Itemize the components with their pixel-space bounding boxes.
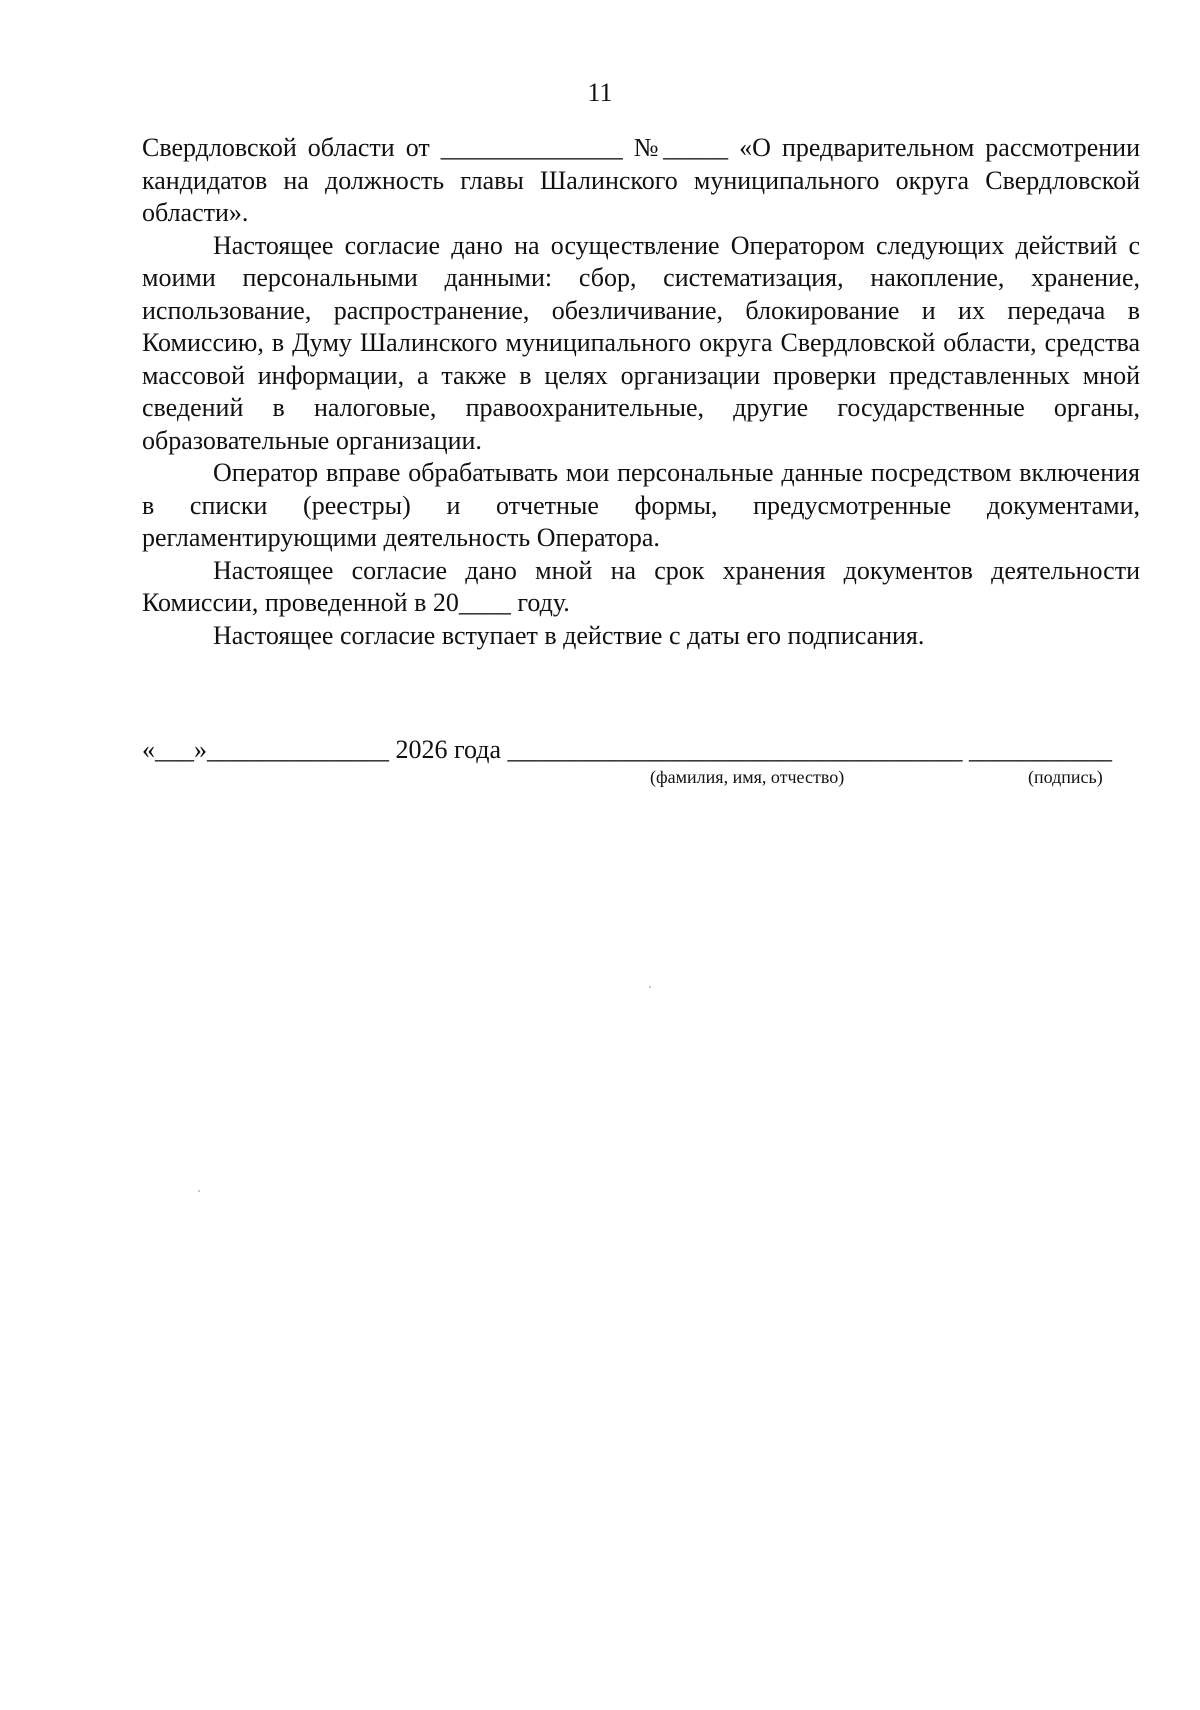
document-body (142, 132, 1140, 652)
paragraph-3: Оператор вправе обрабатывать мои персональные данные посредством включения в списки (реестры) и отчетные формы, предусмотренные документами, регламентирующими деятельность Оператора. (142, 458, 1140, 552)
scan-speck (649, 986, 651, 988)
caption-full-name: (фамилия, имя, отчество) (650, 767, 845, 787)
paragraph-1: Свердловской области от ______________ №_____ «О предварительном рассмотрении кандидатов на должность главы Шалинского муниципального округа Свердловской области». (142, 133, 1140, 227)
scan-speck (198, 1190, 200, 1192)
paragraph-2: Настоящее согласие дано на осуществление Оператором следующих действий с моими персональными данными: сбор, систематизация, накопление, хранение, использование, распространение, обезличивание, блокирование и их передача в Комиссию, в Думу Шалинского муниципального округа Свердловской области, средства массовой информации, а также в целях организации проверки представленных мной сведений в налоговые, правоохранительные, другие государственные органы, образовательные организации. (142, 230, 1140, 455)
page-number: 11 (587, 78, 613, 107)
signature-date-line: «___»______________ 2026 года ___________________________________ ___________ (142, 735, 1113, 764)
caption-signature: (подпись) (1028, 767, 1103, 787)
paragraph-5: Настоящее согласие вступает в действие с даты его подписания. (213, 620, 925, 650)
paragraph-4: Настоящее согласие дано мной на срок хранения документов деятельности Комиссии, проведенной в 20____ году. (142, 555, 1140, 617)
